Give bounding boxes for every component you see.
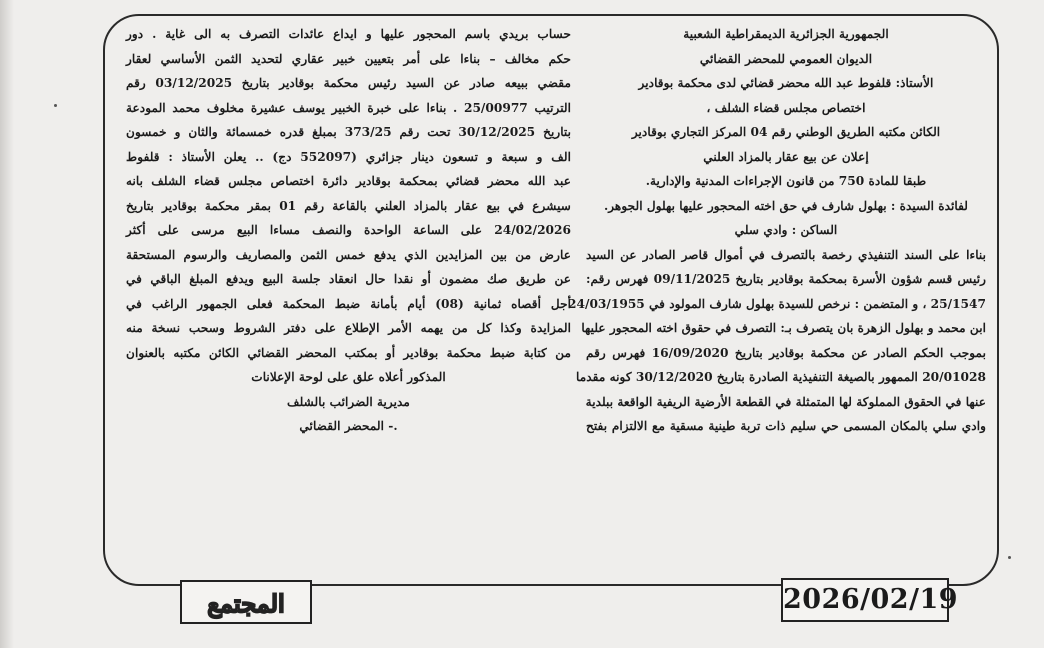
publication-date: 2026/02/19 <box>781 578 949 622</box>
notice-line: مديرية الضرائب بالشلف <box>287 394 410 409</box>
notice-line: أجل أقصاه ثمانية (08) أيام بأمانة ضبط المحكمة فعلى الجمهور الراغب في <box>126 296 572 311</box>
notice-line: من كتابة ضبط محكمة بوقادير أو بمكتب المحضر القضائي الكائن مكتبه بالعنوان <box>126 345 571 360</box>
notice-line: حكم مخالف – بناءا على أمر بتعيين خبير عقاري لتحديد الثمن الأساسي لعقار <box>126 51 571 66</box>
notice-line: بناءا على السند التنفيذي رخصة بالتصرف في أموال قاصر الصادر عن السيد <box>586 247 986 262</box>
notice-line: بموجب الحكم الصادر عن محكمة بوقادير بتاريخ 16/09/2020 فهرس رقم <box>586 345 986 360</box>
notice-signature: .- المحضر القضائي <box>299 419 398 433</box>
scan-speck <box>54 104 57 107</box>
notice-line: طبقا للمادة 750 من قانون الإجراءات المدنية والإدارية. <box>645 174 927 188</box>
notice-line: المزايدة وكذا كل من يهمه الأمر الإطلاع على دفتر الشروط وسحب نسخة منه <box>126 321 571 335</box>
notice-line: الكائن مكتبه الطريق الوطني رقم 04 المركز التجاري بوقادير <box>631 125 941 139</box>
notice-line: 20/01028 الممهور بالصيغة التنفيذية الصادرة بتاريخ 30/12/2020 كونه مقدما <box>576 370 986 384</box>
notice-line: ابن محمد و بهلول الزهرة بان يتصرف بـ: التصرف في حقوق اخته المحجور عليها <box>581 321 986 335</box>
notice-line: الأستاذ: قلفوط عبد الله محضر قضائي لدى محكمة بوقادير <box>638 76 934 90</box>
newspaper-logo-icon <box>191 583 301 621</box>
notice-line: بتاريخ 30/12/2025 تحت رقم 373/25 بمبلغ قدره خمسمائة والثان و خمسون <box>126 125 572 139</box>
notice-line: عنها في الحقوق المملوكة لها المتمثلة في القطعة الأرضية الريفية الواقعة ببلدية <box>585 394 986 409</box>
notice-line: المذكور أعلاه علق على لوحة الإعلانات <box>251 370 446 384</box>
notice-line: الف و سبعة و تسعون دينار جزائري (552097 دج) .. يعلن الأستاذ : قلفوط <box>126 149 571 164</box>
notice-line: الترتيب 25/00977 . بناءا على خبرة الخبير يوسف عشيرة مخلوف محمد المودعة <box>126 100 571 115</box>
scan-edge-shadow <box>0 0 14 648</box>
notice-line: الديوان العمومي للمحضر القضائي <box>699 51 873 66</box>
notice-line: الساكن : وادي سلي <box>734 223 838 237</box>
notice-right-column <box>568 22 986 439</box>
notice-line: 24/02/2026 على الساعة الواحدة والنصف مساءا البيع مرسى على أكثر <box>126 223 571 237</box>
notice-line: سيشرع في بيع عقار بالمزاد العلني بالقاعة رقم 01 بمقر محكمة بوقادير بتاريخ <box>126 198 571 213</box>
notice-line: مقضي ببيعه صادر عن السيد رئيس محكمة بوقادير بتاريخ 03/12/2025 رقم <box>126 76 571 90</box>
notice-line: حساب بريدي باسم المحجور عليها و ايداع عائدات التصرف به الى غاية . دور <box>126 27 571 41</box>
newspaper-logo <box>180 580 312 624</box>
notice-line: 25/1547 ، و المتضمن : نرخص للسيدة بهلول شارف المولود في 24/03/1955 <box>568 296 986 311</box>
logo-lettering: المجتمع <box>207 589 285 618</box>
notice-line: وادي سلي بالمكان المسمى حي سليم ذات تربة طينية مسقية مع الالتزام بفتح <box>586 419 986 433</box>
notice-line: عارض من بين المزايدين الذي يدفع خمس الثمن والمصاريف والرسوم المستحقة <box>126 247 571 262</box>
notice-title: إعلان عن بيع عقار بالمزاد العلني <box>703 149 869 164</box>
notice-left-column <box>126 22 571 439</box>
scan-speck <box>1008 556 1011 559</box>
notice-line: رئيس قسم شؤون الأسرة بمحكمة بوقادير بتاريخ 09/11/2025 فهرس رقم: <box>586 272 986 286</box>
notice-line: الجمهورية الجزائرية الديمقراطية الشعبية <box>683 27 889 41</box>
notice-line: اختصاص مجلس قضاء الشلف ، <box>706 100 866 115</box>
notice-line: عن طريق صك مضمون أو نقدا حال انعقاد جلسة البيع ويدفع المبلغ الباقي في <box>126 272 571 286</box>
notice-line: عبد الله محضر قضائي بمحكمة بوقادير دائرة اختصاص مجلس قضاء الشلف بانه <box>126 174 571 188</box>
notice-line: لفائدة السيدة : بهلول شارف في حق اخته المحجور عليها بهلول الجوهر. <box>603 198 969 213</box>
